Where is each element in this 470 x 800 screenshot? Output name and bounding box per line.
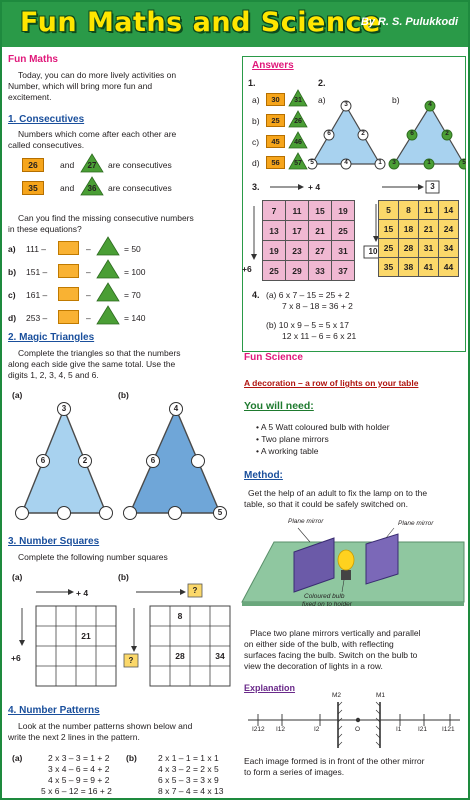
triangle-a-label: (a) (12, 390, 23, 400)
fun-science-subtitle: A decoration – a row of lights on your table (244, 378, 419, 388)
need-item-text: Two plane mirrors (261, 434, 329, 444)
answer-triangle-number: 31 (294, 97, 302, 104)
answer-triangle-number: 26 (294, 118, 302, 125)
answer-row-label: d) (252, 158, 260, 168)
method-line-1: Get the help of an adult to fix the lamp on to the (248, 488, 428, 498)
grid-cell: 18 (398, 219, 419, 239)
grid-a-down: +6 (242, 264, 252, 274)
grid-cell: 28 (398, 238, 419, 258)
grid-cell: 8 (398, 200, 419, 220)
tri-a-right: 2 (361, 130, 365, 137)
question-line-1: Can you find the missing consecutive numbers (18, 213, 194, 223)
example-tail: are consecutives (108, 183, 172, 193)
triangle-b-left: 6 (150, 456, 156, 465)
triangle-b-label: (b) (118, 390, 129, 400)
number-squares-heading: 3. Number Squares (8, 536, 100, 547)
triangle-b-bottomright: 5 (217, 508, 223, 517)
answer-4b-line-2: 12 x 11 – 6 = 6 x 21 (282, 331, 357, 341)
tri-b-bl: 3 (392, 159, 396, 166)
grid-cell: 23 (285, 240, 309, 261)
image-label-i1: I1 (396, 726, 402, 733)
equation-label: d) (8, 313, 17, 323)
example-box: 35 (22, 181, 44, 195)
tri-a-bl: 5 (310, 159, 314, 166)
grid-cell: 33 (308, 260, 332, 281)
tri-a-bm: 4 (344, 159, 348, 166)
final-line-2: to form a series of images. (244, 767, 345, 777)
equation-minus: – (86, 313, 91, 323)
tri-b-right: 2 (445, 130, 449, 137)
right-column (238, 50, 466, 798)
magic-desc-3: digits 1, 2, 3, 4, 5 and 6. (8, 370, 99, 380)
tri-b-bm: 1 (427, 159, 431, 166)
equation-label: a) (8, 244, 16, 254)
square-b-down: ? (128, 656, 134, 665)
answers-q3-label: 3. (252, 182, 260, 192)
answer-4a-line-2: 7 x 8 – 18 = 36 + 2 (282, 301, 353, 311)
pattern-a-line: 4 x 5 – 9 = 9 + 2 (48, 775, 110, 785)
consecutives-heading: 1. Consecutives (8, 114, 85, 125)
answer-triangle-number: 46 (294, 139, 302, 146)
equation-start: 151 – (26, 267, 48, 277)
bulb-label-1: Coloured bulb (304, 593, 345, 600)
final-line-1: Each image formed is in front of the other mirror (244, 756, 425, 766)
number-patterns-heading: 4. Number Patterns (8, 705, 100, 716)
need-item: • A working table (256, 446, 319, 456)
tri-a-br: 1 (378, 159, 382, 166)
grid-cell: 11 (285, 200, 309, 221)
grid-cell: 19 (331, 200, 355, 221)
grid-cell: 15 (378, 219, 399, 239)
patterns-desc-2: write the next 2 lines in the pattern. (8, 732, 140, 742)
triangle-b-top: 4 (173, 404, 179, 413)
grid-cell: 25 (378, 238, 399, 258)
answer-box[interactable] (58, 241, 79, 255)
grid-cell: 31 (418, 238, 439, 258)
example-and: and (60, 183, 75, 193)
pattern-b-line: 8 x 7 – 4 = 4 x 13 (158, 786, 224, 796)
square-b-cell: 28 (175, 651, 185, 661)
grid-cell: 7 (262, 200, 286, 221)
answer-row-label: c) (252, 137, 260, 147)
grid-cell: 21 (308, 220, 332, 241)
example-and: and (60, 160, 75, 170)
place-line-3: surfaces facing the bulb. Switch on the bulb to (244, 650, 418, 660)
grid-cell: 24 (438, 219, 459, 239)
grid-cell: 15 (308, 200, 332, 221)
example-box: 26 (22, 158, 44, 172)
consecutives-desc-1: Numbers which come after each other are (18, 129, 177, 139)
answer-box[interactable] (58, 287, 79, 301)
answer-triangle[interactable] (96, 236, 120, 256)
image-label-i12: I12 (276, 726, 286, 733)
number-squares-desc: Complete the following number squares (18, 552, 168, 562)
consecutives-desc-2: called consecutives. (8, 140, 85, 150)
square-b-cell: 34 (215, 651, 225, 661)
equation-result: = 100 (124, 267, 146, 277)
need-item-text: A working table (260, 446, 319, 456)
magic-desc-2: along each side give the same total. Use the (8, 359, 176, 369)
tri-a-left: 6 (327, 130, 331, 137)
patterns-desc-1: Look at the number patterns shown below and (18, 721, 193, 731)
equation-minus: – (86, 267, 91, 277)
square-a-cell: 21 (81, 631, 91, 641)
grid-cell: 13 (262, 220, 286, 241)
magic-triangles-heading: 2. Magic Triangles (8, 332, 95, 343)
pattern-a-label: (a) (12, 753, 23, 763)
equation-minus: – (86, 244, 91, 254)
answer-grid-b (378, 200, 462, 280)
method-heading: Method: (244, 470, 283, 481)
pattern-b-line: 4 x 3 – 2 = 2 x 5 (158, 764, 219, 774)
square-a-across: + 4 (76, 588, 89, 598)
grid-a-across: + 4 (308, 182, 321, 192)
explanation-diagram (238, 694, 466, 754)
image-label-i212: I212 (252, 726, 265, 733)
square-b-cell: 8 (177, 611, 183, 621)
answer-box: 25 (266, 114, 285, 127)
answer-triangle[interactable] (96, 282, 120, 302)
pattern-a-line: 2 x 3 – 3 = 1 + 2 (48, 753, 110, 763)
tri-b-left: 6 (410, 130, 414, 137)
answer-box: 45 (266, 135, 285, 148)
grid-b-across: 3 (430, 182, 435, 191)
equation-result: = 140 (124, 313, 146, 323)
answer-4a-line-1: (a) 6 x 7 – 15 = 25 + 2 (266, 290, 350, 300)
equation-result: = 50 (124, 244, 141, 254)
tri-b-br: 5 (462, 159, 466, 166)
answer-grid-a (262, 200, 358, 284)
method-line-2: table, so that it could be safely switched on. (244, 499, 408, 509)
grid-cell: 25 (262, 260, 286, 281)
answer-row-label: a) (252, 95, 260, 105)
need-item: • A 5 Watt coloured bulb with holder (256, 422, 390, 432)
mirror-m2-label: M2 (332, 692, 342, 699)
example-triangle-number: 36 (87, 184, 97, 193)
grid-cell: 21 (418, 219, 439, 239)
fun-science-heading: Fun Science (244, 352, 303, 363)
equation-start: 253 – (26, 313, 48, 323)
square-b-across: ? (192, 586, 198, 595)
grid-b-down: 10 (368, 247, 378, 256)
grid-cell: 38 (398, 257, 419, 277)
grid-cell: 29 (285, 260, 309, 281)
answer-box: 56 (266, 156, 285, 169)
image-label-i121: I121 (442, 726, 455, 733)
number-squares-figure (8, 580, 236, 698)
pattern-a-line: 3 x 4 – 6 = 4 + 2 (48, 764, 110, 774)
answer-triangle[interactable] (96, 259, 120, 279)
image-label-i2: I2 (314, 726, 320, 733)
square-a-down: +6 (11, 653, 21, 663)
mirror-label-left: Plane mirror (288, 518, 324, 525)
equation-label: b) (8, 267, 17, 277)
answer-triangle[interactable] (96, 305, 120, 325)
fun-maths-heading: Fun Maths (8, 54, 58, 65)
square-b-label: (b) (118, 572, 129, 582)
grid-cell: 5 (378, 200, 399, 220)
object-label: O (355, 726, 361, 733)
explanation-heading: Explanation (244, 683, 296, 693)
pattern-b-line: 2 x 1 – 1 = 1 x 1 (158, 753, 219, 763)
tri-b-top: 4 (428, 101, 432, 108)
answer-box[interactable] (58, 310, 79, 324)
answer-row-label: b) (252, 116, 260, 126)
page-title: Fun Maths and Science (20, 7, 381, 38)
pattern-b-label: (b) (126, 753, 137, 763)
answer-box: 30 (266, 93, 285, 106)
grid-cell: 17 (285, 220, 309, 241)
triangle-a-right: 2 (82, 456, 88, 465)
mirror-m1-label: M1 (376, 692, 386, 699)
image-label-i21: I21 (418, 726, 428, 733)
grid-cell: 35 (378, 257, 399, 277)
author-byline: By R. S. Pulukkodi (360, 16, 458, 28)
answer-2b-label: b) (392, 95, 400, 105)
grid-cell: 44 (438, 257, 459, 277)
answers-q2-label: 2. (318, 78, 326, 88)
mirror-label-right: Plane mirror (398, 520, 434, 527)
magic-triangles-figure (8, 385, 236, 525)
grid-cell: 37 (331, 260, 355, 281)
answer-triangle-number: 57 (294, 160, 302, 167)
place-line-1: Place two plane mirrors vertically and parallel (250, 628, 421, 638)
bulb-label-2: fixed on to holder (302, 601, 352, 608)
mirror-setup-illustration (238, 512, 466, 620)
place-line-2: on either side of the bulb, with reflecting (244, 639, 394, 649)
triangle-a-left: 6 (40, 456, 46, 465)
equation-start: 161 – (26, 290, 48, 300)
grid-cell: 19 (262, 240, 286, 261)
answers-q1-label: 1. (248, 78, 256, 88)
you-will-need-heading: You will need: (244, 400, 314, 412)
magic-desc-1: Complete the triangles so that the numbers (18, 348, 181, 358)
header-banner (2, 2, 470, 47)
grid-cell: 11 (418, 200, 439, 220)
intro-line-1: Today, you can do more lively activities on (18, 70, 177, 80)
answer-box[interactable] (58, 264, 79, 278)
grid-cell: 27 (308, 240, 332, 261)
grid-cell: 34 (438, 238, 459, 258)
pattern-a-line: 5 x 6 – 12 = 16 + 2 (41, 786, 112, 796)
equation-label: c) (8, 290, 16, 300)
intro-line-2: Number, which will bring more fun and (8, 81, 153, 91)
answer-2a-label: a) (318, 95, 326, 105)
equation-result: = 70 (124, 290, 141, 300)
equation-start: 111 – (26, 244, 47, 254)
need-item-text: A 5 Watt coloured bulb with holder (260, 422, 390, 432)
equation-minus: – (86, 290, 91, 300)
place-line-4: view the decoration of lights in a row. (244, 661, 383, 671)
grid-cell: 25 (331, 220, 355, 241)
need-item: • Two plane mirrors (256, 434, 329, 444)
square-a-label: (a) (12, 572, 23, 582)
answer-4b-line-1: (b) 10 x 9 – 5 = 5 x 17 (266, 320, 349, 330)
triangle-a-top: 3 (61, 404, 67, 413)
example-triangle-number: 27 (87, 161, 97, 170)
answers-heading: Answers (252, 60, 294, 71)
answers-q4-label: 4. (252, 290, 260, 300)
grid-cell: 41 (418, 257, 439, 277)
question-line-2: in these equations? (8, 224, 82, 234)
left-column (8, 50, 236, 798)
example-tail: are consecutives (108, 160, 172, 170)
grid-cell: 14 (438, 200, 459, 220)
pattern-b-line: 6 x 5 – 3 = 3 x 9 (158, 775, 219, 785)
intro-line-3: excitement. (8, 92, 52, 102)
tri-a-top: 3 (344, 101, 348, 108)
grid-cell: 31 (331, 240, 355, 261)
